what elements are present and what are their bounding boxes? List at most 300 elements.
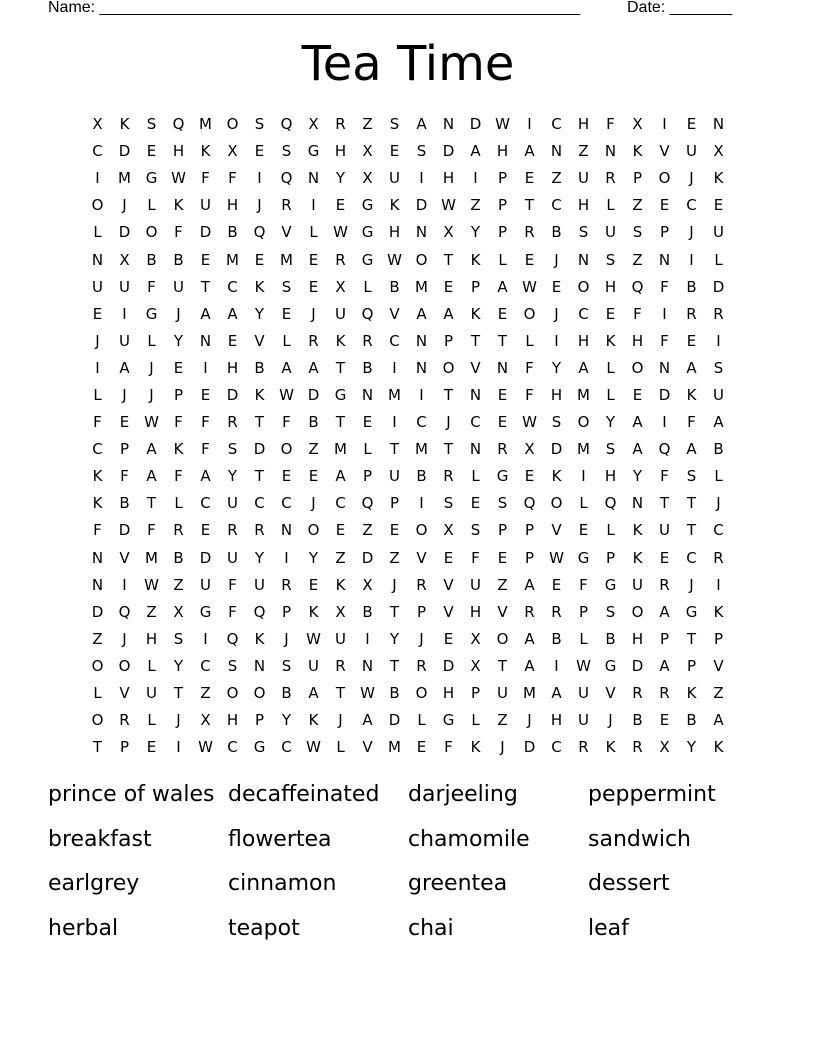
grid-letter[interactable]: P	[497, 169, 508, 188]
grid-letter[interactable]: M	[280, 250, 293, 269]
grid-letter[interactable]: U	[173, 277, 184, 296]
grid-letter[interactable]: T	[686, 521, 697, 540]
grid-letter[interactable]: F	[174, 467, 183, 486]
grid-letter[interactable]: S	[173, 629, 184, 648]
grid-letter[interactable]: E	[362, 413, 373, 432]
grid-letter[interactable]: Z	[92, 629, 103, 648]
grid-letter[interactable]: O	[550, 494, 563, 513]
grid-letter[interactable]: C	[200, 656, 211, 675]
grid-letter[interactable]: F	[660, 277, 669, 296]
grid-letter[interactable]: S	[227, 656, 238, 675]
grid-letter[interactable]: K	[470, 738, 481, 757]
grid-letter[interactable]: E	[713, 196, 724, 215]
grid-letter[interactable]: X	[200, 711, 211, 730]
grid-letter[interactable]: J	[554, 250, 559, 269]
grid-letter[interactable]: D	[91, 602, 104, 621]
grid-letter[interactable]: M	[118, 169, 131, 188]
grid-letter[interactable]: H	[469, 602, 482, 621]
grid-letter[interactable]: O	[91, 196, 104, 215]
grid-letter[interactable]: X	[470, 656, 481, 675]
grid-letter[interactable]: U	[713, 223, 724, 242]
grid-letter[interactable]: D	[199, 223, 212, 242]
grid-letter[interactable]: A	[416, 304, 427, 323]
grid-letter[interactable]: I	[716, 575, 721, 594]
grid-letter[interactable]: J	[311, 304, 316, 323]
grid-letter[interactable]: B	[551, 629, 562, 648]
grid-letter[interactable]: D	[226, 385, 239, 404]
grid-letter[interactable]: L	[471, 711, 480, 730]
grid-letter[interactable]: A	[416, 115, 427, 134]
grid-letter[interactable]: K	[686, 684, 697, 703]
grid-letter[interactable]: Q	[280, 169, 293, 188]
grid-letter[interactable]: W	[144, 413, 159, 432]
grid-letter[interactable]: O	[415, 521, 428, 540]
grid-letter[interactable]: E	[200, 250, 211, 269]
grid-letter[interactable]: H	[604, 467, 617, 486]
grid-letter[interactable]: F	[147, 521, 156, 540]
grid-letter[interactable]: B	[686, 711, 697, 730]
grid-letter[interactable]: K	[173, 196, 184, 215]
grid-letter[interactable]: N	[712, 115, 725, 134]
grid-letter[interactable]: C	[578, 304, 589, 323]
grid-letter[interactable]: U	[686, 142, 697, 161]
grid-letter[interactable]: N	[550, 142, 563, 161]
grid-letter[interactable]: D	[118, 521, 131, 540]
grid-letter[interactable]: E	[497, 413, 508, 432]
grid-letter[interactable]: I	[365, 629, 370, 648]
grid-letter[interactable]: T	[389, 440, 400, 459]
grid-letter[interactable]: X	[470, 629, 481, 648]
grid-letter[interactable]: G	[199, 602, 212, 621]
grid-letter[interactable]: B	[173, 548, 184, 567]
grid-letter[interactable]: A	[497, 277, 508, 296]
grid-letter[interactable]: X	[443, 521, 454, 540]
grid-letter[interactable]: E	[227, 331, 238, 350]
grid-letter[interactable]: W	[360, 684, 375, 703]
grid-letter[interactable]: K	[551, 467, 562, 486]
grid-letter[interactable]: A	[308, 358, 319, 377]
grid-letter[interactable]: L	[309, 223, 318, 242]
grid-letter[interactable]: X	[713, 142, 724, 161]
grid-letter[interactable]: U	[200, 575, 211, 594]
grid-letter[interactable]: K	[470, 304, 481, 323]
grid-letter[interactable]: E	[335, 521, 346, 540]
grid-letter[interactable]: S	[686, 467, 697, 486]
grid-letter[interactable]: C	[416, 413, 427, 432]
grid-letter[interactable]: C	[281, 494, 292, 513]
grid-letter[interactable]: B	[551, 223, 562, 242]
grid-letter[interactable]: F	[174, 413, 183, 432]
grid-letter[interactable]: I	[392, 413, 397, 432]
grid-letter[interactable]: C	[92, 142, 103, 161]
grid-letter[interactable]: L	[606, 358, 615, 377]
grid-letter[interactable]: S	[227, 440, 238, 459]
grid-letter[interactable]: R	[416, 575, 427, 594]
grid-letter[interactable]: V	[389, 304, 400, 323]
grid-letter[interactable]: Z	[173, 575, 184, 594]
grid-letter[interactable]: Q	[226, 629, 239, 648]
grid-letter[interactable]: Q	[361, 494, 374, 513]
grid-letter[interactable]: K	[605, 331, 616, 350]
grid-letter[interactable]: E	[578, 521, 589, 540]
grid-letter[interactable]: J	[527, 711, 532, 730]
grid-letter[interactable]: U	[389, 169, 400, 188]
grid-letter[interactable]: U	[497, 684, 508, 703]
grid-letter[interactable]: D	[253, 440, 266, 459]
grid-letter[interactable]: B	[146, 250, 157, 269]
grid-letter[interactable]: D	[442, 142, 455, 161]
grid-letter[interactable]: H	[550, 711, 563, 730]
grid-letter[interactable]: A	[524, 656, 535, 675]
grid-letter[interactable]: F	[579, 575, 588, 594]
grid-letter[interactable]: R	[335, 115, 346, 134]
grid-letter[interactable]: L	[363, 440, 372, 459]
grid-letter[interactable]: R	[119, 711, 130, 730]
grid-letter[interactable]: A	[632, 413, 643, 432]
grid-letter[interactable]: K	[470, 250, 481, 269]
grid-letter[interactable]: I	[122, 575, 127, 594]
grid-letter[interactable]: E	[524, 250, 535, 269]
grid-letter[interactable]: Z	[551, 169, 562, 188]
grid-letter[interactable]: D	[415, 196, 428, 215]
grid-letter[interactable]: P	[281, 602, 292, 621]
grid-letter[interactable]: G	[604, 656, 617, 675]
grid-letter[interactable]: E	[686, 115, 697, 134]
grid-letter[interactable]: U	[92, 277, 103, 296]
grid-letter[interactable]: S	[632, 223, 643, 242]
grid-letter[interactable]: E	[632, 385, 643, 404]
grid-letter[interactable]: F	[201, 169, 210, 188]
grid-letter[interactable]: Q	[280, 115, 293, 134]
grid-letter[interactable]: J	[689, 223, 694, 242]
grid-letter[interactable]: F	[444, 738, 453, 757]
grid-letter[interactable]: Y	[227, 467, 238, 486]
grid-letter[interactable]: N	[91, 548, 104, 567]
grid-letter[interactable]: B	[389, 277, 400, 296]
grid-letter[interactable]: P	[389, 494, 400, 513]
grid-letter[interactable]: J	[149, 358, 154, 377]
grid-letter[interactable]: N	[280, 521, 293, 540]
grid-letter[interactable]: I	[95, 358, 100, 377]
grid-letter[interactable]: O	[145, 223, 158, 242]
grid-letter[interactable]: U	[119, 331, 130, 350]
grid-letter[interactable]: E	[497, 385, 508, 404]
grid-letter[interactable]: B	[605, 629, 616, 648]
grid-letter[interactable]: R	[227, 521, 238, 540]
grid-letter[interactable]: B	[713, 440, 724, 459]
grid-letter[interactable]: F	[93, 413, 102, 432]
grid-letter[interactable]: I	[473, 169, 478, 188]
grid-letter[interactable]: L	[417, 711, 426, 730]
grid-letter[interactable]: I	[257, 169, 262, 188]
grid-letter[interactable]: K	[308, 711, 319, 730]
grid-letter[interactable]: P	[659, 223, 670, 242]
grid-letter[interactable]: I	[176, 738, 181, 757]
grid-letter[interactable]: S	[605, 440, 616, 459]
grid-letter[interactable]: J	[419, 629, 424, 648]
grid-letter[interactable]: C	[551, 196, 562, 215]
grid-letter[interactable]: H	[226, 358, 239, 377]
grid-letter[interactable]: K	[173, 440, 184, 459]
grid-letter[interactable]: F	[147, 277, 156, 296]
grid-letter[interactable]: F	[282, 413, 291, 432]
grid-letter[interactable]: J	[122, 196, 127, 215]
grid-letter[interactable]: T	[686, 629, 697, 648]
grid-letter[interactable]: K	[632, 521, 643, 540]
grid-letter[interactable]: O	[631, 602, 644, 621]
grid-letter[interactable]: L	[147, 656, 156, 675]
grid-letter[interactable]: U	[578, 711, 589, 730]
grid-letter[interactable]: Y	[389, 629, 400, 648]
grid-letter[interactable]: C	[686, 548, 697, 567]
grid-letter[interactable]: U	[659, 521, 670, 540]
grid-letter[interactable]: R	[308, 331, 319, 350]
grid-letter[interactable]: R	[173, 521, 184, 540]
grid-letter[interactable]: L	[174, 494, 183, 513]
grid-letter[interactable]: H	[631, 629, 644, 648]
grid-letter[interactable]: R	[362, 331, 373, 350]
grid-letter[interactable]: M	[334, 440, 347, 459]
grid-letter[interactable]: E	[308, 575, 319, 594]
grid-letter[interactable]: G	[253, 738, 266, 757]
grid-letter[interactable]: Z	[578, 142, 589, 161]
grid-letter[interactable]: V	[119, 684, 130, 703]
grid-letter[interactable]: L	[525, 331, 534, 350]
grid-letter[interactable]: K	[632, 142, 643, 161]
grid-letter[interactable]: D	[388, 711, 401, 730]
grid-letter[interactable]: Z	[632, 250, 643, 269]
grid-letter[interactable]: O	[442, 358, 455, 377]
grid-letter[interactable]: P	[686, 656, 697, 675]
grid-letter[interactable]: V	[470, 358, 481, 377]
grid-letter[interactable]: J	[176, 304, 181, 323]
grid-letter[interactable]: S	[146, 115, 157, 134]
grid-letter[interactable]: I	[284, 548, 289, 567]
grid-letter[interactable]: H	[334, 142, 347, 161]
grid-letter[interactable]: O	[496, 629, 509, 648]
grid-letter[interactable]: B	[254, 358, 265, 377]
grid-letter[interactable]: Y	[173, 331, 184, 350]
grid-letter[interactable]: I	[554, 656, 559, 675]
grid-letter[interactable]: L	[579, 629, 588, 648]
grid-letter[interactable]: Q	[172, 115, 185, 134]
grid-letter[interactable]: H	[604, 277, 617, 296]
grid-letter[interactable]: A	[578, 358, 589, 377]
grid-letter[interactable]: D	[118, 142, 131, 161]
grid-letter[interactable]: E	[200, 521, 211, 540]
grid-letter[interactable]: X	[443, 223, 454, 242]
grid-letter[interactable]: H	[442, 169, 455, 188]
grid-letter[interactable]: A	[551, 684, 562, 703]
grid-letter[interactable]: G	[361, 250, 374, 269]
grid-letter[interactable]: P	[443, 331, 454, 350]
grid-letter[interactable]: Y	[686, 738, 697, 757]
grid-letter[interactable]: L	[93, 684, 102, 703]
grid-letter[interactable]: G	[307, 142, 320, 161]
grid-letter[interactable]: D	[712, 277, 725, 296]
grid-letter[interactable]: J	[608, 711, 613, 730]
grid-letter[interactable]: C	[551, 115, 562, 134]
grid-letter[interactable]: L	[93, 223, 102, 242]
grid-letter[interactable]: U	[227, 494, 238, 513]
grid-letter[interactable]: A	[362, 711, 373, 730]
grid-letter[interactable]: A	[200, 304, 211, 323]
grid-letter[interactable]: O	[307, 521, 320, 540]
grid-letter[interactable]: I	[203, 629, 208, 648]
grid-letter[interactable]: C	[254, 494, 265, 513]
grid-letter[interactable]: P	[470, 277, 481, 296]
grid-letter[interactable]: Y	[254, 548, 265, 567]
grid-letter[interactable]: U	[308, 656, 319, 675]
grid-letter[interactable]: Q	[253, 223, 266, 242]
grid-letter[interactable]: N	[577, 250, 590, 269]
grid-letter[interactable]: T	[254, 467, 265, 486]
grid-letter[interactable]: N	[658, 250, 671, 269]
grid-letter[interactable]: E	[335, 196, 346, 215]
grid-letter[interactable]: E	[659, 196, 670, 215]
grid-letter[interactable]: R	[335, 250, 346, 269]
grid-letter[interactable]: S	[281, 277, 292, 296]
grid-letter[interactable]: H	[550, 385, 563, 404]
grid-letter[interactable]: E	[524, 169, 535, 188]
grid-letter[interactable]: L	[606, 385, 615, 404]
grid-letter[interactable]: W	[144, 575, 159, 594]
grid-letter[interactable]: B	[227, 223, 238, 242]
grid-letter[interactable]: E	[146, 142, 157, 161]
grid-letter[interactable]: I	[95, 169, 100, 188]
grid-letter[interactable]: R	[335, 656, 346, 675]
grid-letter[interactable]: G	[145, 304, 158, 323]
grid-letter[interactable]: G	[334, 385, 347, 404]
grid-letter[interactable]: T	[443, 385, 454, 404]
grid-letter[interactable]: I	[554, 331, 559, 350]
grid-letter[interactable]: T	[659, 494, 670, 513]
grid-letter[interactable]: I	[581, 467, 586, 486]
grid-letter[interactable]: V	[605, 684, 616, 703]
grid-letter[interactable]: E	[308, 277, 319, 296]
grid-letter[interactable]: F	[228, 575, 237, 594]
grid-letter[interactable]: H	[388, 223, 401, 242]
grid-letter[interactable]: J	[149, 385, 154, 404]
grid-letter[interactable]: J	[122, 385, 127, 404]
grid-letter[interactable]: A	[227, 304, 238, 323]
grid-letter[interactable]: H	[577, 115, 590, 134]
grid-letter[interactable]: K	[713, 169, 724, 188]
grid-letter[interactable]: P	[713, 629, 724, 648]
grid-letter[interactable]: E	[119, 413, 130, 432]
grid-letter[interactable]: O	[577, 413, 590, 432]
grid-letter[interactable]: V	[443, 602, 454, 621]
grid-letter[interactable]: Y	[551, 358, 562, 377]
grid-letter[interactable]: C	[281, 738, 292, 757]
grid-letter[interactable]: R	[578, 738, 589, 757]
grid-letter[interactable]: L	[714, 467, 723, 486]
grid-letter[interactable]: A	[281, 358, 292, 377]
grid-letter[interactable]: P	[524, 548, 535, 567]
grid-letter[interactable]: Y	[632, 467, 643, 486]
grid-letter[interactable]: U	[605, 223, 616, 242]
grid-letter[interactable]: F	[606, 115, 615, 134]
grid-letter[interactable]: G	[577, 548, 590, 567]
grid-letter[interactable]: L	[336, 738, 345, 757]
grid-letter[interactable]: D	[658, 385, 671, 404]
grid-letter[interactable]: X	[227, 142, 238, 161]
grid-letter[interactable]: L	[579, 494, 588, 513]
grid-letter[interactable]: N	[604, 142, 617, 161]
grid-letter[interactable]: N	[91, 575, 104, 594]
grid-letter[interactable]: J	[500, 738, 505, 757]
grid-letter[interactable]: R	[524, 223, 535, 242]
grid-letter[interactable]: R	[416, 656, 427, 675]
grid-letter[interactable]: P	[605, 548, 616, 567]
grid-letter[interactable]: E	[524, 467, 535, 486]
grid-letter[interactable]: M	[523, 684, 536, 703]
grid-letter[interactable]: U	[389, 467, 400, 486]
grid-letter[interactable]: L	[498, 250, 507, 269]
grid-letter[interactable]: V	[362, 738, 373, 757]
grid-letter[interactable]: E	[497, 548, 508, 567]
grid-letter[interactable]: A	[686, 358, 697, 377]
grid-letter[interactable]: O	[658, 169, 671, 188]
grid-letter[interactable]: O	[226, 684, 239, 703]
grid-letter[interactable]: E	[200, 385, 211, 404]
grid-letter[interactable]: P	[497, 196, 508, 215]
grid-letter[interactable]: V	[497, 602, 508, 621]
grid-letter[interactable]: H	[577, 196, 590, 215]
grid-letter[interactable]: Y	[335, 169, 346, 188]
grid-letter[interactable]: J	[554, 304, 559, 323]
grid-letter[interactable]: C	[686, 196, 697, 215]
grid-letter[interactable]: U	[713, 385, 724, 404]
grid-letter[interactable]: A	[146, 440, 157, 459]
grid-letter[interactable]: Q	[523, 494, 536, 513]
grid-letter[interactable]: S	[281, 656, 292, 675]
grid-letter[interactable]: F	[174, 223, 183, 242]
grid-letter[interactable]: E	[551, 277, 562, 296]
grid-letter[interactable]: B	[389, 684, 400, 703]
grid-letter[interactable]: C	[335, 494, 346, 513]
grid-letter[interactable]: C	[92, 440, 103, 459]
grid-letter[interactable]: F	[228, 602, 237, 621]
grid-letter[interactable]: K	[119, 115, 130, 134]
grid-letter[interactable]: Y	[605, 413, 616, 432]
grid-letter[interactable]: Y	[173, 656, 184, 675]
grid-letter[interactable]: S	[389, 115, 400, 134]
grid-letter[interactable]: C	[227, 277, 238, 296]
grid-letter[interactable]: X	[362, 169, 373, 188]
grid-letter[interactable]: L	[714, 250, 723, 269]
grid-letter[interactable]: M	[388, 738, 401, 757]
grid-letter[interactable]: T	[389, 656, 400, 675]
grid-letter[interactable]: A	[443, 304, 454, 323]
grid-letter[interactable]: N	[658, 358, 671, 377]
grid-letter[interactable]: W	[549, 548, 564, 567]
grid-letter[interactable]: M	[199, 115, 212, 134]
grid-letter[interactable]: V	[416, 548, 427, 567]
grid-letter[interactable]: D	[199, 548, 212, 567]
grid-letter[interactable]: N	[415, 358, 428, 377]
grid-letter[interactable]: I	[203, 358, 208, 377]
grid-letter[interactable]: J	[311, 494, 316, 513]
grid-letter[interactable]: K	[200, 142, 211, 161]
grid-letter[interactable]: J	[689, 575, 694, 594]
grid-letter[interactable]: D	[118, 223, 131, 242]
grid-letter[interactable]: M	[226, 250, 239, 269]
grid-letter[interactable]: K	[389, 196, 400, 215]
grid-letter[interactable]: Q	[361, 304, 374, 323]
grid-letter[interactable]: T	[335, 413, 346, 432]
grid-letter[interactable]: M	[145, 548, 158, 567]
